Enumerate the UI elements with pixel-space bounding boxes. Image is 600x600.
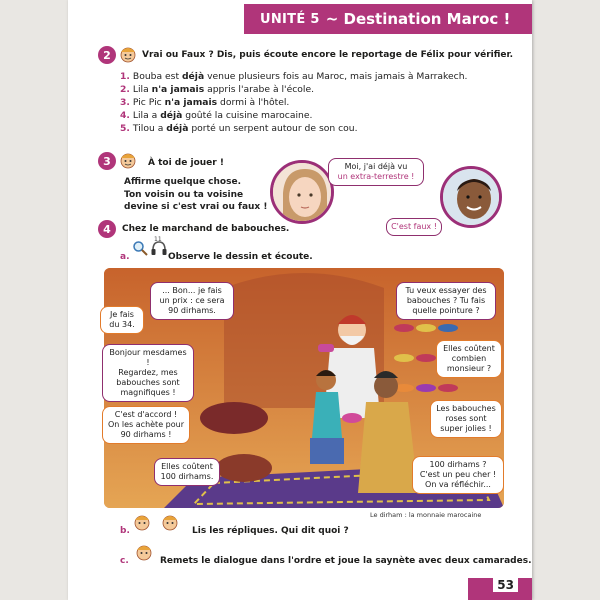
scene-bubble-too-expensive: 100 dirhams ? C'est un peu cher ! On va réfléchir... bbox=[412, 456, 504, 494]
exercise-4-number: 4 bbox=[98, 220, 116, 238]
true-false-list bbox=[120, 70, 467, 135]
scene-bubble-agreement: C'est d'accord ! On les achète pour 90 dirhams ! bbox=[102, 406, 190, 444]
track-number: 11 bbox=[154, 236, 162, 243]
kid-face-icon bbox=[160, 512, 180, 532]
boy-speech-bubble: C'est faux ! bbox=[386, 218, 442, 236]
part-c-text: Remets le dialogue dans l'ordre et joue la saynète avec deux camarades. bbox=[160, 556, 532, 566]
exercise-2-instruction: Vrai ou Faux ? Dis, puis écoute encore le reportage de Félix pour vérifier. bbox=[142, 50, 514, 60]
kid-face-icon bbox=[132, 512, 152, 532]
girl-photo bbox=[270, 160, 334, 224]
scene-bubble-price: Elles coûtent 100 dirhams. bbox=[154, 458, 220, 486]
girl-speech-bubble: Moi, j'ai déjà vu un extra-terrestre ! bbox=[328, 158, 424, 186]
scene-bubble-shoe-size: Je fais du 34. bbox=[100, 306, 144, 334]
magnifier-icon bbox=[132, 240, 148, 256]
exercise-3-number: 3 bbox=[98, 152, 116, 170]
exercise-4-instruction: Chez le marchand de babouches. bbox=[122, 224, 290, 234]
scene-bubble-greeting: Bonjour mesdames ! Regardez, mes babouches sont magnifiques ! bbox=[102, 344, 194, 402]
unit-label: UNITÉ 5 bbox=[260, 11, 320, 27]
scene-bubble-try-slippers: Tu veux essayer des babouches ? Tu fais quelle pointure ? bbox=[396, 282, 496, 320]
part-b-letter: b. bbox=[120, 526, 130, 536]
illustration-caption: Le dirham : la monnaie marocaine bbox=[370, 511, 482, 519]
boy-photo bbox=[440, 166, 502, 228]
part-c-letter: c. bbox=[120, 556, 129, 566]
textbook-page bbox=[68, 0, 532, 600]
kid-face-icon bbox=[118, 44, 138, 64]
scene-bubble-merchant-price: ... Bon... je fais un prix : ce sera 90 dirhams. bbox=[150, 282, 234, 320]
exercise-3-instruction: À toi de jouer ! bbox=[148, 158, 224, 168]
unit-header bbox=[244, 4, 532, 34]
kid-face-icon bbox=[118, 150, 138, 170]
part-a-text: Observe le dessin et écoute. bbox=[168, 252, 313, 262]
list-item: 5. Tilou a déjà porté un serpent autour de son cou. bbox=[120, 123, 358, 135]
list-item: 2. Lila n'a jamais appris l'arabe à l'école. bbox=[120, 84, 315, 96]
scene-bubble-pink-slippers: Les babouches roses sont super jolies ! bbox=[430, 400, 502, 438]
part-a-letter: a. bbox=[120, 252, 130, 262]
scene-bubble-how-much: Elles coûtent combien monsieur ? bbox=[436, 340, 502, 378]
list-item: 3. Pic Pic n'a jamais dormi à l'hôtel. bbox=[120, 97, 290, 109]
part-b-text: Lis les répliques. Qui dit quoi ? bbox=[192, 526, 349, 536]
kid-face-icon bbox=[134, 542, 154, 562]
exercise-3-text: Affirme quelque chose. Ton voisin ou ta voisine devine si c'est vrai ou faux ! bbox=[124, 177, 268, 212]
unit-title: ~ Destination Maroc ! bbox=[325, 10, 511, 28]
page-number: 53 bbox=[493, 578, 518, 592]
list-item: 1. Bouba est déjà venue plusieurs fois au Maroc, mais jamais à Marrakech. bbox=[120, 71, 468, 82]
exercise-2-number: 2 bbox=[98, 46, 116, 64]
list-item: 4. Lila a déjà goûté la cuisine marocaine. bbox=[120, 110, 313, 122]
